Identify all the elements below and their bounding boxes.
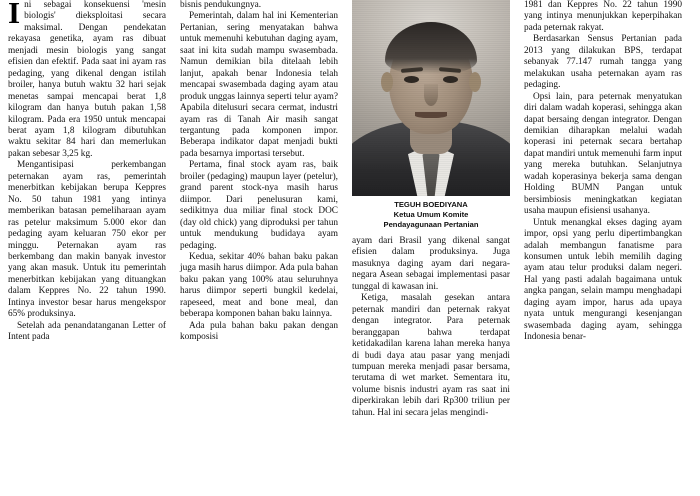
photo-grain-overlay <box>352 0 510 196</box>
paragraph: Setelah ada penandatanganan Letter of Intent pada <box>8 320 166 343</box>
paragraph <box>8 0 166 160</box>
paragraph: Mengantisipasi perkembangan peternakan ayam ras, pemerintah menerbitkan kebijakan berupa Keppres No. 50 tahun 1981 yang intinya memberikan batasan pemeliharaan ayam ras petelur maksimum 5.000 ekor dan pedaging ayam keluaran 750 ekor per minggu. Peternakan ayam ras berkembang dan makin banyak investor yang akan masuk. Untuk itu pemerintah menerbitkan kebijakan yang dituangkan dalam Keppres No. 22 tahun 1990. Intinya investor besar harus mengekspor 65% produksinya. <box>8 160 166 320</box>
paragraph: Kedua, sekitar 40% bahan baku pakan juga masih harus diimpor. Ada pula bahan baku pakan yang 100% atau seluruhnya harus diimpor seperti bungkil kedelai, rapeseed, meat and bone meal, dan beberapa komponen bahan baku lainnya. <box>180 251 338 320</box>
article-columns <box>8 0 692 496</box>
paragraph: Ketiga, masalah gesekan antara peternak mandiri dan peternak rakyat dengan integrator. Para peternak beranggapan bahwa terdapat ketidakadilan karena lahan mereka hanya di budi daya atau pasar yang menjadi tumpuan mereka menjadi pasar bersama, terutama di wet market. Sementara itu, volume bisnis industri ayam ras saat ini diperkirakan lebih dari Rp300 triliun per tahun. Hal ini secara jelas mengindi- <box>352 293 510 418</box>
caption-role-line-2: Pendayagunaan Pertanian <box>383 220 479 229</box>
paragraph: Berdasarkan Sensus Pertanian pada 2013 yang dilakukan BPS, terdapat sebanyak 77.147 rumah tangga yang melakukan usaha peternakan ayam ras pedaging. <box>524 34 682 91</box>
drop-cap: I <box>8 0 21 30</box>
article-column-3 <box>352 0 510 496</box>
caption-role-line-1: Ketua Umum Komite <box>393 210 469 219</box>
paragraph: Opsi lain, para peternak menyatukan diri dalam wadah koperasi, sehingga akan dapat bersaing dengan integrator. Dengan demikian diharapkan melalui wadah koperasi ini peternak secara bertahap dapat mandiri untuk memenuhi farm input yang mereka butuhkan. Selanjutnya wadah koperasinya bekerja sama dengan Holding BUMN Pangan untuk bersimbiosis meningkatkan kegiatan usaha maupun efisiensi usahanya. <box>524 91 682 217</box>
article-column-4 <box>524 0 682 496</box>
article-column-1 <box>8 0 166 496</box>
article-column-2 <box>180 0 338 496</box>
paragraph: Pemerintah, dalam hal ini Kementerian Pertanian, sering menyatakan bahwa untuk memenuhi kebutuhan daging ayam, saat ini kita sudah mampu swasembada. Namun demikian bila ditelaah lebih lanjut, apakah benar Indonesia telah mencapai swasembada daging ayam atau produk unggas lainnya seperti telur ayam? Apabila ditelusuri secara cermat, industri ayam ras di Tanah Air masih sangat tergantung pada komponen impor. Beberapa indikator dapat menjadi bukti pada besarnya importasi tersebut. <box>180 11 338 159</box>
paragraph-text: ni sebagai konsekuensi 'mesin biologis' dieksploitasi secara maksimal. Dengan pendekatan rekayasa genetika, ayam ras dibuat menjadi mesin biologis yang sangat efisien dan efektif. Pada saat ini ayam ras pedaging, yang dikenal dengan istilah broiler, hanya butuh waktu 32 hari sejak menetas sampai mencapai berat 1,8 kilogram dan hanya butuh pakan 1,58 kilogram. Pada era 1950 untuk mencapai berat ayam 1,8 kilogram dibutuhkan waktu sekitar 84 hari dan memerlukan pakan sebesar 3,25 kg. <box>8 0 166 159</box>
paragraph: Pertama, final stock ayam ras, baik broiler (pedaging) maupun layer (petelur), grand parent stock-nya masih harus diimpor. Dari penelusuran kami, sedikitnya dua miliar final stock DOC (day old chick) yang diproduksi per tahun untuk mendukung budidaya ayam pedaging. <box>180 160 338 251</box>
paragraph: Ada pula bahan baku pakan dengan komposisi <box>180 320 338 343</box>
caption-person-name: TEGUH BOEDIYANA <box>394 200 468 209</box>
photo-figure <box>352 0 510 230</box>
paragraph: 1981 dan Keppres No. 22 tahun 1990 yang intinya menunjukkan keperpihakan pada peternak rakyat. <box>524 0 682 33</box>
teguh-boediyana-portrait <box>352 0 510 196</box>
paragraph: ayam dari Brasil yang dikenal sangat efisien dalam produksinya. Juga masuknya daging ayam dari negara-negara Asean sebagai implementasi pasar tunggal di kawasan ini. <box>352 236 510 292</box>
paragraph: bisnis pendukungnya. <box>180 0 262 10</box>
photo-caption <box>352 200 510 230</box>
paragraph: Untuk menangkal ekses daging ayam impor, opsi yang perlu dipertimbangkan adalah membangun fanatisme para konsumen untuk lebih memilih daging ayam atau telur produksi dalam negeri. Hal yang pasti adalah bagaimana untuk angka pangan, selain mampu menghadapi daging ayam impor, harus ada upaya nyata untuk mengurangi kesenjangan swasembada daging ayam, sehingga Indonesia benar- <box>524 217 682 343</box>
